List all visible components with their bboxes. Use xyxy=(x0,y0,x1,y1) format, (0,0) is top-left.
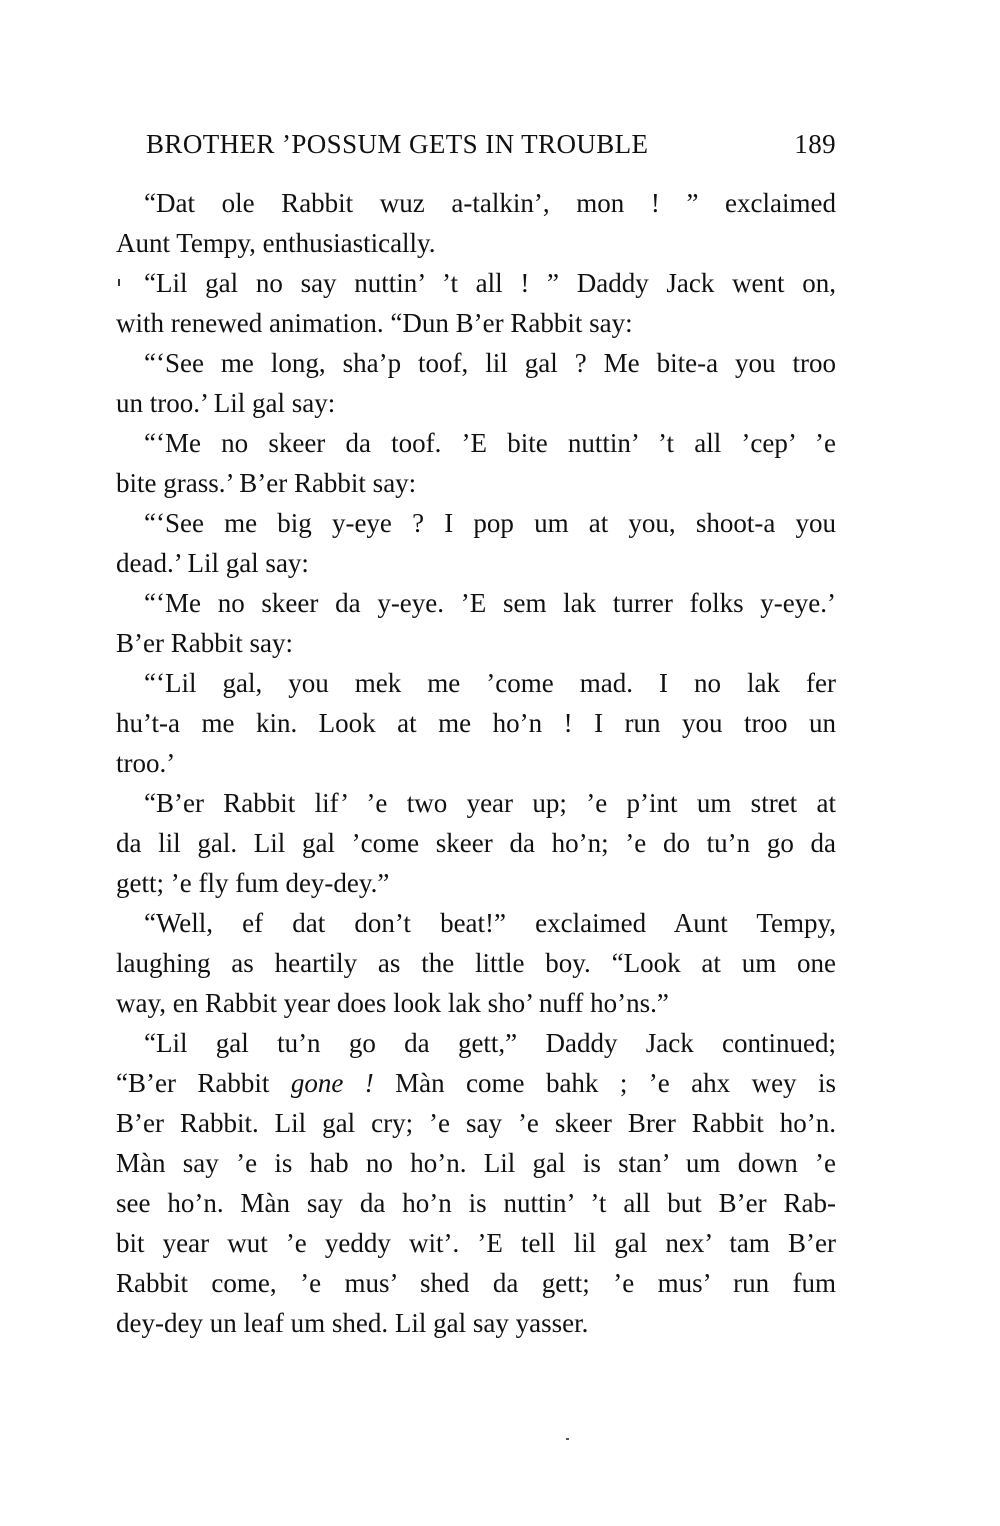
text-line: hu’t-a me kin. Look at me ho’n ! I run you troo un xyxy=(116,708,836,738)
text-line: see ho’n. Màn say da ho’n is nuttin’ ’t all but B’er Rab- xyxy=(116,1188,836,1218)
text-line: bit year wut ’e yeddy wit’. ’E tell lil gal nex’ tam B’er xyxy=(116,1228,836,1258)
text-line: da lil gal. Lil gal ’come skeer da ho’n; ’e do tu’n go da xyxy=(116,828,836,858)
running-head xyxy=(146,124,836,164)
text-line: “Lil gal tu’n go da gett,” Daddy Jack continued; xyxy=(144,1028,836,1058)
paragraph xyxy=(116,503,836,583)
text-line: “Well, ef dat don’t beat!” exclaimed Aunt Tempy, xyxy=(144,908,836,938)
paragraph xyxy=(116,423,836,503)
paragraph xyxy=(116,783,836,903)
text-line: “‘Me no skeer da y-eye. ’E sem lak turrer folks y-eye.’ xyxy=(144,588,836,618)
running-head-title: BROTHER ’POSSUM GETS IN TROUBLE xyxy=(146,129,649,159)
text-line: “‘See me long, sha’p toof, lil gal ? Me bite-a you troo xyxy=(144,348,836,378)
text-line: un troo.’ Lil gal say: xyxy=(116,388,336,418)
italic-text: gone ! xyxy=(290,1068,374,1098)
text-line: “‘Me no skeer da toof. ’E bite nuttin’ ’t all ’cep’ ’e xyxy=(144,428,836,458)
text-line: bite grass.’ B’er Rabbit say: xyxy=(116,468,417,498)
text-line-with-italic xyxy=(116,1063,836,1103)
text-line: “B’er Rabbit lif’ ’e two year up; ’e p’int um stret at xyxy=(144,788,836,818)
text-line: “Lil gal no say nuttin’ ’t all ! ” Daddy Jack went on, xyxy=(144,268,836,298)
text-line: “Dat ole Rabbit wuz a-talkin’, mon ! ” exclaimed xyxy=(144,188,836,218)
paragraph xyxy=(116,263,836,343)
text-line: way, en Rabbit year does look lak sho’ nuff ho’ns.” xyxy=(116,988,669,1018)
text-line: Rabbit come, ’e mus’ shed da gett; ’e mus’ run fum xyxy=(116,1268,836,1298)
paragraph xyxy=(116,343,836,423)
text-line: “‘See me big y-eye ? I pop um at you, shoot-a you xyxy=(144,508,836,538)
text-line: dey-dey un leaf um shed. Lil gal say yasser. xyxy=(116,1308,589,1338)
body-text xyxy=(116,183,836,1343)
text-line: troo.’ xyxy=(116,748,176,778)
text-line: B’er Rabbit say: xyxy=(116,628,293,658)
ink-speck xyxy=(566,1438,569,1440)
text-line: with renewed animation. “Dun B’er Rabbit say: xyxy=(116,308,633,338)
text-run: Màn come bahk ; ’e ahx wey is xyxy=(373,1068,836,1098)
text-line: laughing as heartily as the little boy. “Look at um one xyxy=(116,948,836,978)
text-line: gett; ’e fly fum dey-dey.” xyxy=(116,868,390,898)
paragraph xyxy=(116,903,836,1023)
text-line: Màn say ’e is hab no ho’n. Lil gal is stan’ um down ’e xyxy=(116,1148,836,1178)
text-line: “‘Lil gal, you mek me ’come mad. I no lak fer xyxy=(144,668,836,698)
paragraph xyxy=(116,583,836,663)
page-number: 189 xyxy=(794,129,836,159)
text-run: “B’er Rabbit xyxy=(116,1068,291,1098)
paragraph xyxy=(116,1023,836,1343)
paragraph xyxy=(116,663,836,783)
text-line: dead.’ Lil gal say: xyxy=(116,548,309,578)
text-line: B’er Rabbit. Lil gal cry; ’e say ’e skeer Brer Rabbit ho’n. xyxy=(116,1108,836,1138)
text-line: Aunt Tempy, enthusiastically. xyxy=(116,228,436,258)
paragraph xyxy=(116,183,836,263)
